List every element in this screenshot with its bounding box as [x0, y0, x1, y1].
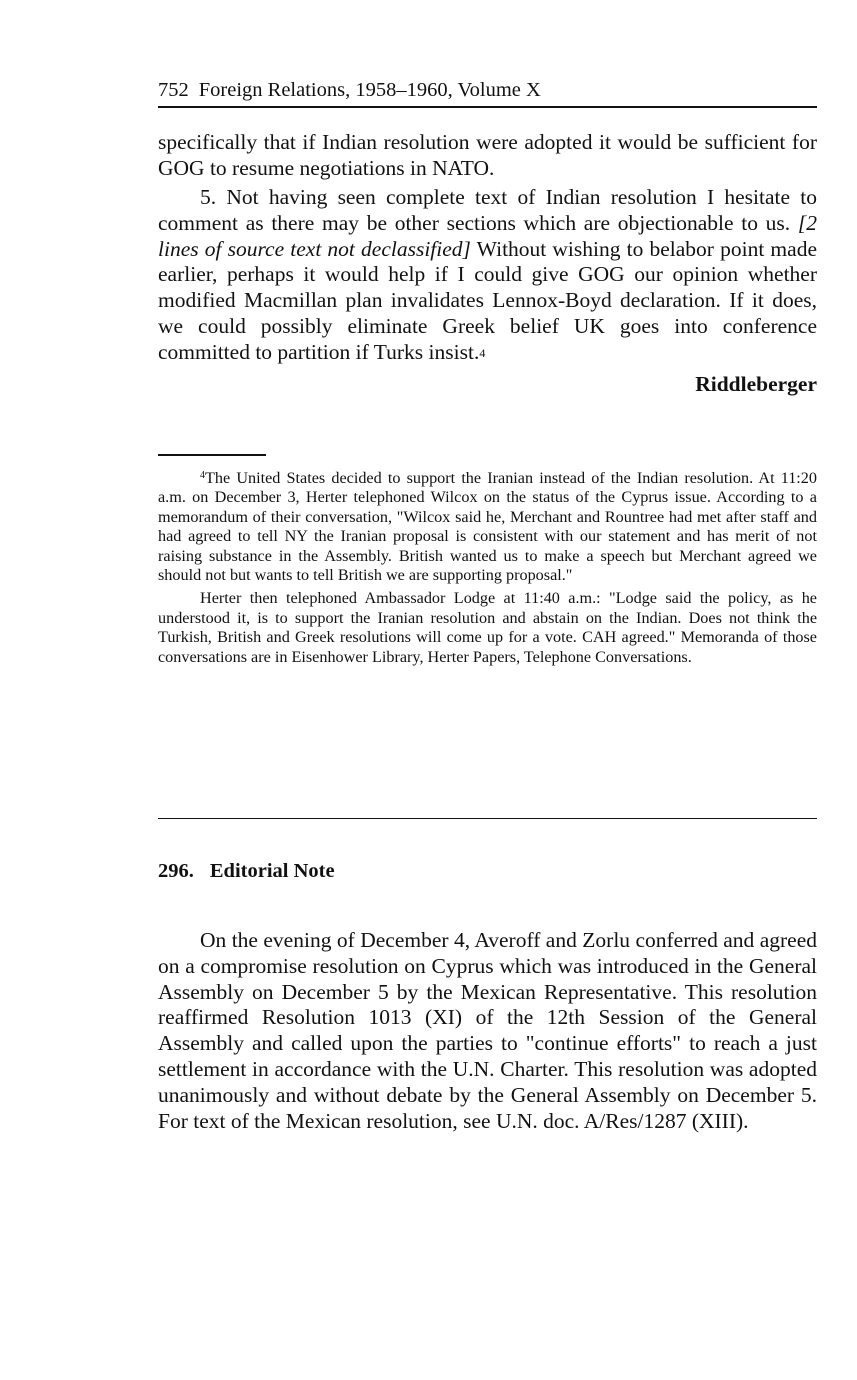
running-title: Foreign Relations, 1958–1960, Volume X: [198, 79, 541, 101]
footnote-text-1: The United States decided to support the Iranian instead of the Indian resolution. At 11:20 a.m. on December 3, Herter telephoned Wilcox on the status of the Cyprus issue. According to a memorandum of their conversation, "Wilcox said he, Merchant and Rountree had met after staff and had agreed to tell NY the Iranian proposal is consistent with our statement and has merit of not raising substance in the Assembly. British wanted us to make a speech but Merchant agreed we should not but wants to tell British we are supporting proposal.": [158, 469, 817, 585]
section-number: 296.: [158, 860, 194, 882]
paragraph-5: [158, 185, 817, 366]
footnote-paragraph-1: [158, 469, 817, 585]
footnotes: [158, 469, 817, 667]
section-title: Editorial Note: [209, 860, 335, 882]
footnote-reference: 4: [479, 345, 486, 360]
paragraph-5-block: [158, 185, 817, 366]
editorial-note-body: On the evening of December 4, Averoff and Zorlu conferred and agreed on a compromise resolution on Cyprus which was introduced in the General Assembly on December 5 by the Mexican Representative. This resolution reaffirmed Resolution 1013 (XI) of the 12th Session of the General Assembly and called upon the parties to "continue efforts" to reach a just settlement in accordance with the U.N. Charter. This resolution was adopted unanimously and without debate by the General Assembly on December 5. For text of the Mexican resolution, see U.N. doc. A/Res/1287 (XIII).: [158, 928, 817, 1133]
page-number: 752: [158, 79, 189, 101]
signature: Riddleberger: [695, 372, 817, 396]
section-divider: [158, 818, 817, 819]
running-header: [158, 76, 541, 104]
section-heading: [158, 858, 335, 884]
footnote-paragraph-2: Herter then telephoned Ambassador Lodge at 11:40 a.m.: "Lodge said the policy, as he understood it, is to support the Iranian resolution and abstain on the Indian. Does not think the Turkish, British and Greek resolutions will come up for a vote. CAH agreed." Memoranda of those conversations are in Eisenhower Library, Herter Papers, Telephone Conversations.: [158, 589, 817, 666]
header-rule: [158, 106, 817, 108]
editorial-note-block: [158, 928, 817, 1134]
paragraph-5-text-b: Without wishing to belabor point made earlier, perhaps it would help if I could give GOG our opinion whether modified Macmillan plan invalidates Lennox-Boyd declaration. If it does, we could possibly eliminate Greek belief UK goes into conference committed to partition if Turks insist.: [158, 236, 817, 364]
paragraph-5-redaction-note: [2 lines of source text not declassified]: [158, 210, 817, 261]
footnote-number: 4: [200, 470, 205, 481]
paragraph-5-text-a: 5. Not having seen complete text of Indian resolution I hesitate to comment as there may be other sections which are objectionable to us.: [158, 185, 817, 235]
footnote-rule: [158, 454, 266, 456]
continued-paragraph-block: [158, 130, 817, 182]
continued-paragraph: specifically that if Indian resolution were adopted it would be sufficient for GOG to resume negotiations in NATO.: [158, 130, 817, 180]
